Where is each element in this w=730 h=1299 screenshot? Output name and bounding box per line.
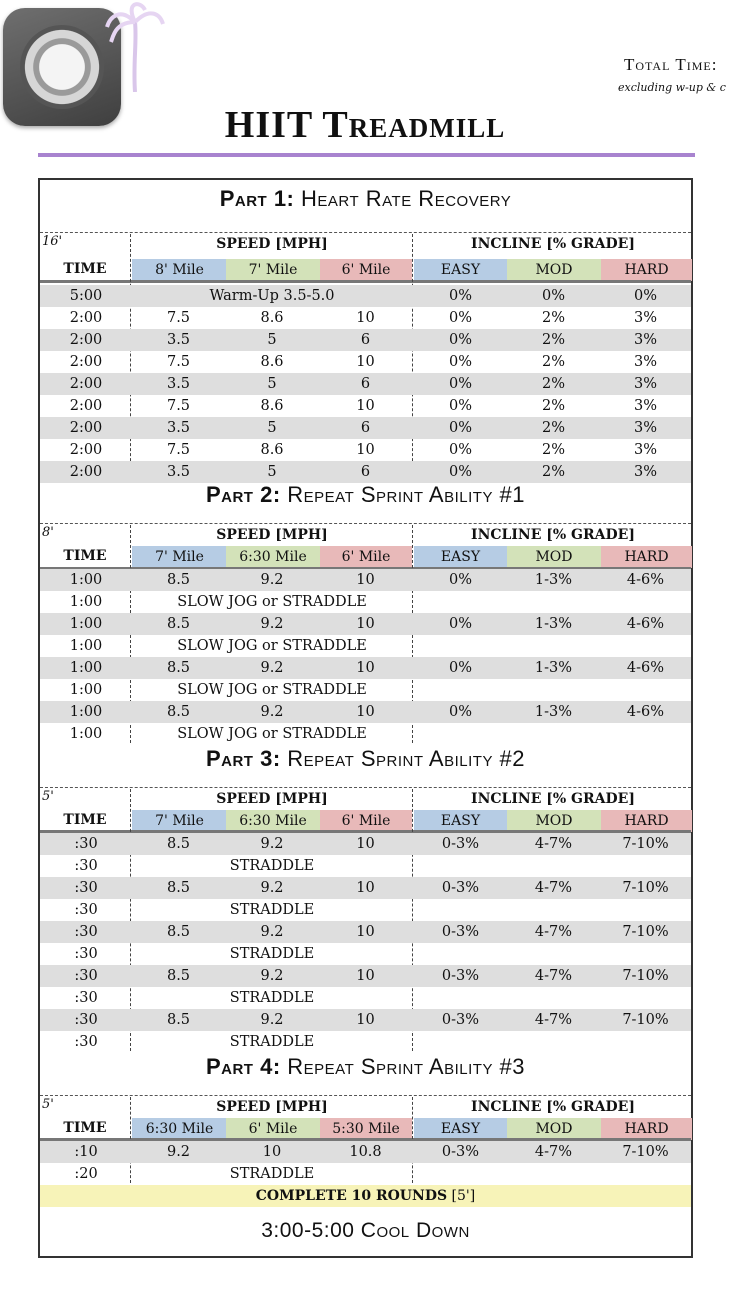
- row-activity: STRADDLE: [229, 902, 315, 918]
- section-divider: [40, 232, 691, 233]
- incline-level-label: EASY: [414, 546, 507, 568]
- row-time: 1:00: [69, 660, 103, 676]
- row-speed-1: 8.5: [166, 924, 191, 940]
- row-speed-2: 9.2: [260, 572, 284, 588]
- row-incline-hard: 7-10%: [622, 836, 669, 852]
- row-speed-2: 8.6: [260, 310, 284, 326]
- section-part-name: Repeat Sprint Ability #2: [287, 746, 526, 771]
- row-activity: SLOW JOG or STRADDLE: [177, 682, 367, 698]
- row-incline-mod: 2%: [541, 354, 565, 370]
- table-row: [40, 613, 691, 635]
- row-time: 2:00: [69, 464, 103, 480]
- row-incline-mod: 2%: [541, 420, 565, 436]
- row-incline-hard: 4-6%: [626, 704, 665, 720]
- row-speed-1: 7.5: [166, 398, 191, 414]
- section-title: [38, 746, 693, 772]
- section-title: [38, 186, 693, 212]
- row-speed-1: 8.5: [166, 836, 191, 852]
- speed-level-label: 8' Mile: [132, 259, 227, 281]
- row-speed-3: 10: [356, 704, 375, 720]
- table-row: [40, 373, 691, 395]
- row-time: 1:00: [69, 572, 103, 588]
- row-time: :10: [74, 1144, 98, 1160]
- speed-level-label: 6' Mile: [320, 546, 412, 568]
- row-speed-2: 5: [267, 420, 277, 436]
- row-incline-easy: 0-3%: [441, 1144, 480, 1160]
- row-speed-2: 10: [262, 1144, 282, 1160]
- row-speed-2: 8.6: [260, 398, 284, 414]
- row-speed-2: 5: [267, 464, 277, 480]
- row-incline-mod: 1-3%: [534, 572, 573, 588]
- speed-header: SPEED [MPH]: [216, 1099, 328, 1115]
- speed-header: SPEED [MPH]: [216, 527, 328, 543]
- table-row: [40, 723, 691, 745]
- speed-level-label: 6' Mile: [320, 810, 412, 832]
- section-part-number: Part 2:: [205, 482, 281, 507]
- row-incline-hard: 7-10%: [622, 1144, 669, 1160]
- row-incline-easy: 0%: [448, 376, 472, 392]
- section-part-name: Heart Rate Recovery: [301, 186, 512, 211]
- incline-level-label: MOD: [507, 259, 601, 281]
- row-time: 2:00: [69, 376, 103, 392]
- row-time: :30: [74, 990, 98, 1006]
- logo-ring: [20, 25, 104, 109]
- incline-level-label: HARD: [601, 259, 692, 281]
- row-incline-mod: 4-7%: [534, 924, 573, 940]
- row-speed-3: 10: [356, 616, 375, 632]
- table-row: [40, 943, 691, 965]
- row-incline-easy: 0%: [448, 420, 472, 436]
- row-speed-3: 10: [356, 572, 375, 588]
- row-activity: SLOW JOG or STRADDLE: [177, 594, 367, 610]
- table-row: [40, 461, 691, 483]
- table-row: [40, 921, 691, 943]
- time-header: TIME: [63, 1120, 107, 1136]
- section-duration: 8': [42, 525, 54, 540]
- row-speed-2: 8.6: [260, 354, 284, 370]
- row-speed-2: 9.2: [260, 1012, 284, 1028]
- row-incline-easy: 0-3%: [441, 968, 480, 984]
- incline-level-label: EASY: [414, 810, 507, 832]
- row-speed-3: 10.8: [349, 1144, 382, 1160]
- table-row: [40, 833, 691, 855]
- row-time: :30: [74, 836, 98, 852]
- row-speed-2: 9.2: [260, 968, 284, 984]
- time-header: TIME: [63, 548, 107, 564]
- row-time: 1:00: [69, 682, 103, 698]
- row-speed-1: 3.5: [166, 464, 191, 480]
- table-row: [40, 417, 691, 439]
- row-incline-hard: 3%: [633, 398, 657, 414]
- total-time-label: Total Time:: [624, 55, 718, 74]
- row-time: :20: [74, 1166, 98, 1182]
- row-incline-easy: 0%: [448, 660, 472, 676]
- section-title: [38, 482, 693, 508]
- row-speed-3: 10: [356, 442, 375, 458]
- speed-level-label: 7' Mile: [132, 810, 227, 832]
- row-incline-hard: 3%: [633, 354, 657, 370]
- row-speed-3: 10: [356, 880, 375, 896]
- row-incline-mod: 4-7%: [534, 968, 573, 984]
- table-row: [40, 1141, 691, 1163]
- row-speed-2: 5: [267, 332, 277, 348]
- row-incline-mod: 2%: [541, 376, 565, 392]
- incline-header: INCLINE [% GRADE]: [471, 236, 635, 252]
- row-speed-2: 9.2: [260, 836, 284, 852]
- section-duration: 5': [42, 789, 54, 804]
- row-incline-mod: 4-7%: [534, 1144, 573, 1160]
- row-time: 2:00: [69, 332, 103, 348]
- section-part-number: Part 3:: [205, 746, 281, 771]
- speed-level-label: 6:30 Mile: [226, 546, 320, 568]
- speed-level-label: 5:30 Mile: [320, 1118, 412, 1140]
- section-part-name: Repeat Sprint Ability #1: [287, 482, 526, 507]
- section-divider: [40, 1095, 691, 1096]
- section-title: [38, 1054, 693, 1080]
- row-incline-hard: 3%: [633, 376, 657, 392]
- section-part-number: Part 4:: [205, 1054, 281, 1079]
- row-time: :30: [74, 946, 98, 962]
- row-speed-3: 10: [356, 1012, 375, 1028]
- row-speed-3: 6: [360, 464, 371, 480]
- incline-level-label: EASY: [414, 259, 507, 281]
- row-time: 1:00: [69, 638, 103, 654]
- table-row: [40, 1009, 691, 1031]
- row-incline-easy: 0-3%: [441, 836, 480, 852]
- incline-header: INCLINE [% GRADE]: [471, 1099, 635, 1115]
- row-speed-2: 9.2: [260, 880, 284, 896]
- row-time: :30: [74, 902, 98, 918]
- table-row: [40, 569, 691, 591]
- row-speed-3: 10: [356, 660, 375, 676]
- table-row: [40, 1031, 691, 1053]
- table-row: [40, 987, 691, 1009]
- speed-level-label: 6:30 Mile: [226, 810, 320, 832]
- row-incline-easy: 0%: [448, 398, 472, 414]
- row-speed-3: 6: [360, 420, 371, 436]
- row-activity: STRADDLE: [229, 990, 315, 1006]
- header-rule: [40, 280, 691, 283]
- row-time: 2:00: [69, 420, 103, 436]
- row-incline-mod: 2%: [541, 398, 565, 414]
- row-incline-easy: 0-3%: [441, 924, 480, 940]
- row-incline-easy: 0%: [448, 572, 472, 588]
- row-incline-easy: 0%: [448, 616, 472, 632]
- row-speed-2: 9.2: [260, 704, 284, 720]
- row-speed-2: 5: [267, 376, 277, 392]
- row-time: 1:00: [69, 594, 103, 610]
- incline-header: INCLINE [% GRADE]: [471, 527, 635, 543]
- row-incline-hard: 0%: [633, 288, 657, 304]
- row-speed-1: 9.2: [166, 1144, 191, 1160]
- row-speed-3: 10: [356, 968, 375, 984]
- section-part-name: Repeat Sprint Ability #3: [287, 1054, 526, 1079]
- row-incline-hard: 3%: [633, 420, 657, 436]
- section-divider: [40, 523, 691, 524]
- row-time: :30: [74, 968, 98, 984]
- speed-header: SPEED [MPH]: [216, 791, 328, 807]
- row-incline-mod: 2%: [541, 464, 565, 480]
- complete-rounds-text: COMPLETE 10 ROUNDS: [255, 1188, 448, 1204]
- complete-rounds-duration: [5']: [447, 1188, 476, 1204]
- row-time: :30: [74, 924, 98, 940]
- row-speed-1: 7.5: [166, 310, 191, 326]
- row-speed-3: 6: [360, 376, 371, 392]
- time-header: TIME: [63, 261, 107, 277]
- row-incline-hard: 3%: [633, 464, 657, 480]
- incline-level-label: EASY: [414, 1118, 507, 1140]
- row-incline-hard: 3%: [633, 310, 657, 326]
- section-divider: [40, 787, 691, 788]
- row-incline-mod: 1-3%: [534, 616, 573, 632]
- time-header: TIME: [63, 812, 107, 828]
- row-speed-1: 3.5: [166, 420, 191, 436]
- row-incline-mod: 2%: [541, 310, 565, 326]
- row-incline-easy: 0-3%: [441, 880, 480, 896]
- row-activity: STRADDLE: [229, 1166, 315, 1182]
- row-activity: STRADDLE: [229, 858, 315, 874]
- row-incline-mod: 4-7%: [534, 1012, 573, 1028]
- table-row: [40, 591, 691, 613]
- row-activity: SLOW JOG or STRADDLE: [177, 638, 367, 654]
- row-time: :30: [74, 1034, 98, 1050]
- row-speed-1: 8.5: [166, 1012, 191, 1028]
- table-row: [40, 1163, 691, 1185]
- row-speed-3: 6: [360, 332, 371, 348]
- row-speed-1: 3.5: [166, 376, 191, 392]
- row-activity: SLOW JOG or STRADDLE: [177, 726, 367, 742]
- table-row: [40, 657, 691, 679]
- table-row: [40, 307, 691, 329]
- row-time: 5:00: [69, 288, 103, 304]
- speed-header: SPEED [MPH]: [216, 236, 328, 252]
- row-time: :30: [74, 1012, 98, 1028]
- row-incline-easy: 0%: [448, 704, 472, 720]
- row-incline-hard: 4-6%: [626, 660, 665, 676]
- row-speed-1: 8.5: [166, 616, 191, 632]
- row-speed-2: 8.6: [260, 442, 284, 458]
- row-activity: STRADDLE: [229, 1034, 315, 1050]
- row-speed-2: 9.2: [260, 616, 284, 632]
- row-time: 2:00: [69, 398, 103, 414]
- row-time: 1:00: [69, 704, 103, 720]
- row-incline-easy: 0%: [448, 310, 472, 326]
- row-incline-hard: 7-10%: [622, 968, 669, 984]
- incline-level-label: HARD: [601, 810, 692, 832]
- row-speed-1: 8.5: [166, 660, 191, 676]
- row-time: 2:00: [69, 442, 103, 458]
- row-incline-hard: 7-10%: [622, 880, 669, 896]
- table-row: [40, 351, 691, 373]
- row-incline-mod: 2%: [541, 442, 565, 458]
- row-speed-1: 7.5: [166, 354, 191, 370]
- row-time: :30: [74, 880, 98, 896]
- row-incline-mod: 2%: [541, 332, 565, 348]
- speed-level-label: 6' Mile: [226, 1118, 320, 1140]
- row-incline-easy: 0%: [448, 354, 472, 370]
- row-time: 2:00: [69, 310, 103, 326]
- row-speed-1: 3.5: [166, 332, 191, 348]
- row-speed-3: 10: [356, 398, 375, 414]
- speed-level-label: 6' Mile: [320, 259, 412, 281]
- table-row: [40, 285, 691, 307]
- table-row: [40, 679, 691, 701]
- table-row: [40, 329, 691, 351]
- row-incline-easy: 0%: [448, 442, 472, 458]
- row-incline-hard: 3%: [633, 332, 657, 348]
- row-speed-3: 10: [356, 836, 375, 852]
- row-incline-mod: 0%: [541, 288, 565, 304]
- incline-level-label: HARD: [601, 546, 692, 568]
- row-incline-hard: 3%: [633, 442, 657, 458]
- incline-header: INCLINE [% GRADE]: [471, 791, 635, 807]
- incline-level-label: MOD: [507, 546, 601, 568]
- section-duration: 16': [42, 234, 63, 249]
- row-speed-1: 7.5: [166, 442, 191, 458]
- title-underline: [38, 153, 695, 157]
- incline-level-label: HARD: [601, 1118, 692, 1140]
- row-incline-easy: 0%: [448, 288, 472, 304]
- row-speed-1: 8.5: [166, 572, 191, 588]
- row-incline-easy: 0%: [448, 464, 472, 480]
- section-part-number: Part 1:: [219, 186, 295, 211]
- cool-down-label: 3:00-5:00 Cool Down: [261, 1219, 470, 1242]
- row-speed-3: 10: [356, 924, 375, 940]
- table-row: [40, 899, 691, 921]
- table-row: [40, 439, 691, 461]
- row-incline-mod: 4-7%: [534, 836, 573, 852]
- row-speed-1: 8.5: [166, 704, 191, 720]
- row-incline-hard: 4-6%: [626, 572, 665, 588]
- row-speed-3: 10: [356, 354, 375, 370]
- row-incline-easy: 0-3%: [441, 1012, 480, 1028]
- row-speed-1: 8.5: [166, 880, 191, 896]
- row-speed-2: 9.2: [260, 660, 284, 676]
- row-activity: STRADDLE: [229, 946, 315, 962]
- row-incline-mod: 1-3%: [534, 704, 573, 720]
- page-title: HIIT Treadmill: [224, 104, 506, 146]
- complete-rounds-banner: [40, 1185, 691, 1207]
- table-row: [40, 395, 691, 417]
- row-time: 1:00: [69, 616, 103, 632]
- table-row: [40, 635, 691, 657]
- table-row: [40, 855, 691, 877]
- incline-level-label: MOD: [507, 810, 601, 832]
- row-time: 1:00: [69, 726, 103, 742]
- row-activity: Warm-Up 3.5-5.0: [209, 288, 335, 304]
- incline-level-label: MOD: [507, 1118, 601, 1140]
- row-incline-mod: 4-7%: [534, 880, 573, 896]
- row-speed-1: 8.5: [166, 968, 191, 984]
- row-incline-hard: 7-10%: [622, 924, 669, 940]
- table-row: [40, 877, 691, 899]
- palm-tree-icon: [105, 2, 165, 92]
- row-time: 2:00: [69, 354, 103, 370]
- speed-level-label: 6:30 Mile: [132, 1118, 227, 1140]
- row-time: :30: [74, 858, 98, 874]
- row-speed-2: 9.2: [260, 924, 284, 940]
- table-row: [40, 965, 691, 987]
- row-incline-easy: 0%: [448, 332, 472, 348]
- speed-level-label: 7' Mile: [226, 259, 320, 281]
- section-duration: 5': [42, 1097, 54, 1112]
- table-row: [40, 701, 691, 723]
- speed-level-label: 7' Mile: [132, 546, 227, 568]
- row-incline-mod: 1-3%: [534, 660, 573, 676]
- excluding-note: excluding w-up & c: [618, 81, 726, 94]
- row-speed-3: 10: [356, 310, 375, 326]
- row-incline-hard: 4-6%: [626, 616, 665, 632]
- row-incline-hard: 7-10%: [622, 1012, 669, 1028]
